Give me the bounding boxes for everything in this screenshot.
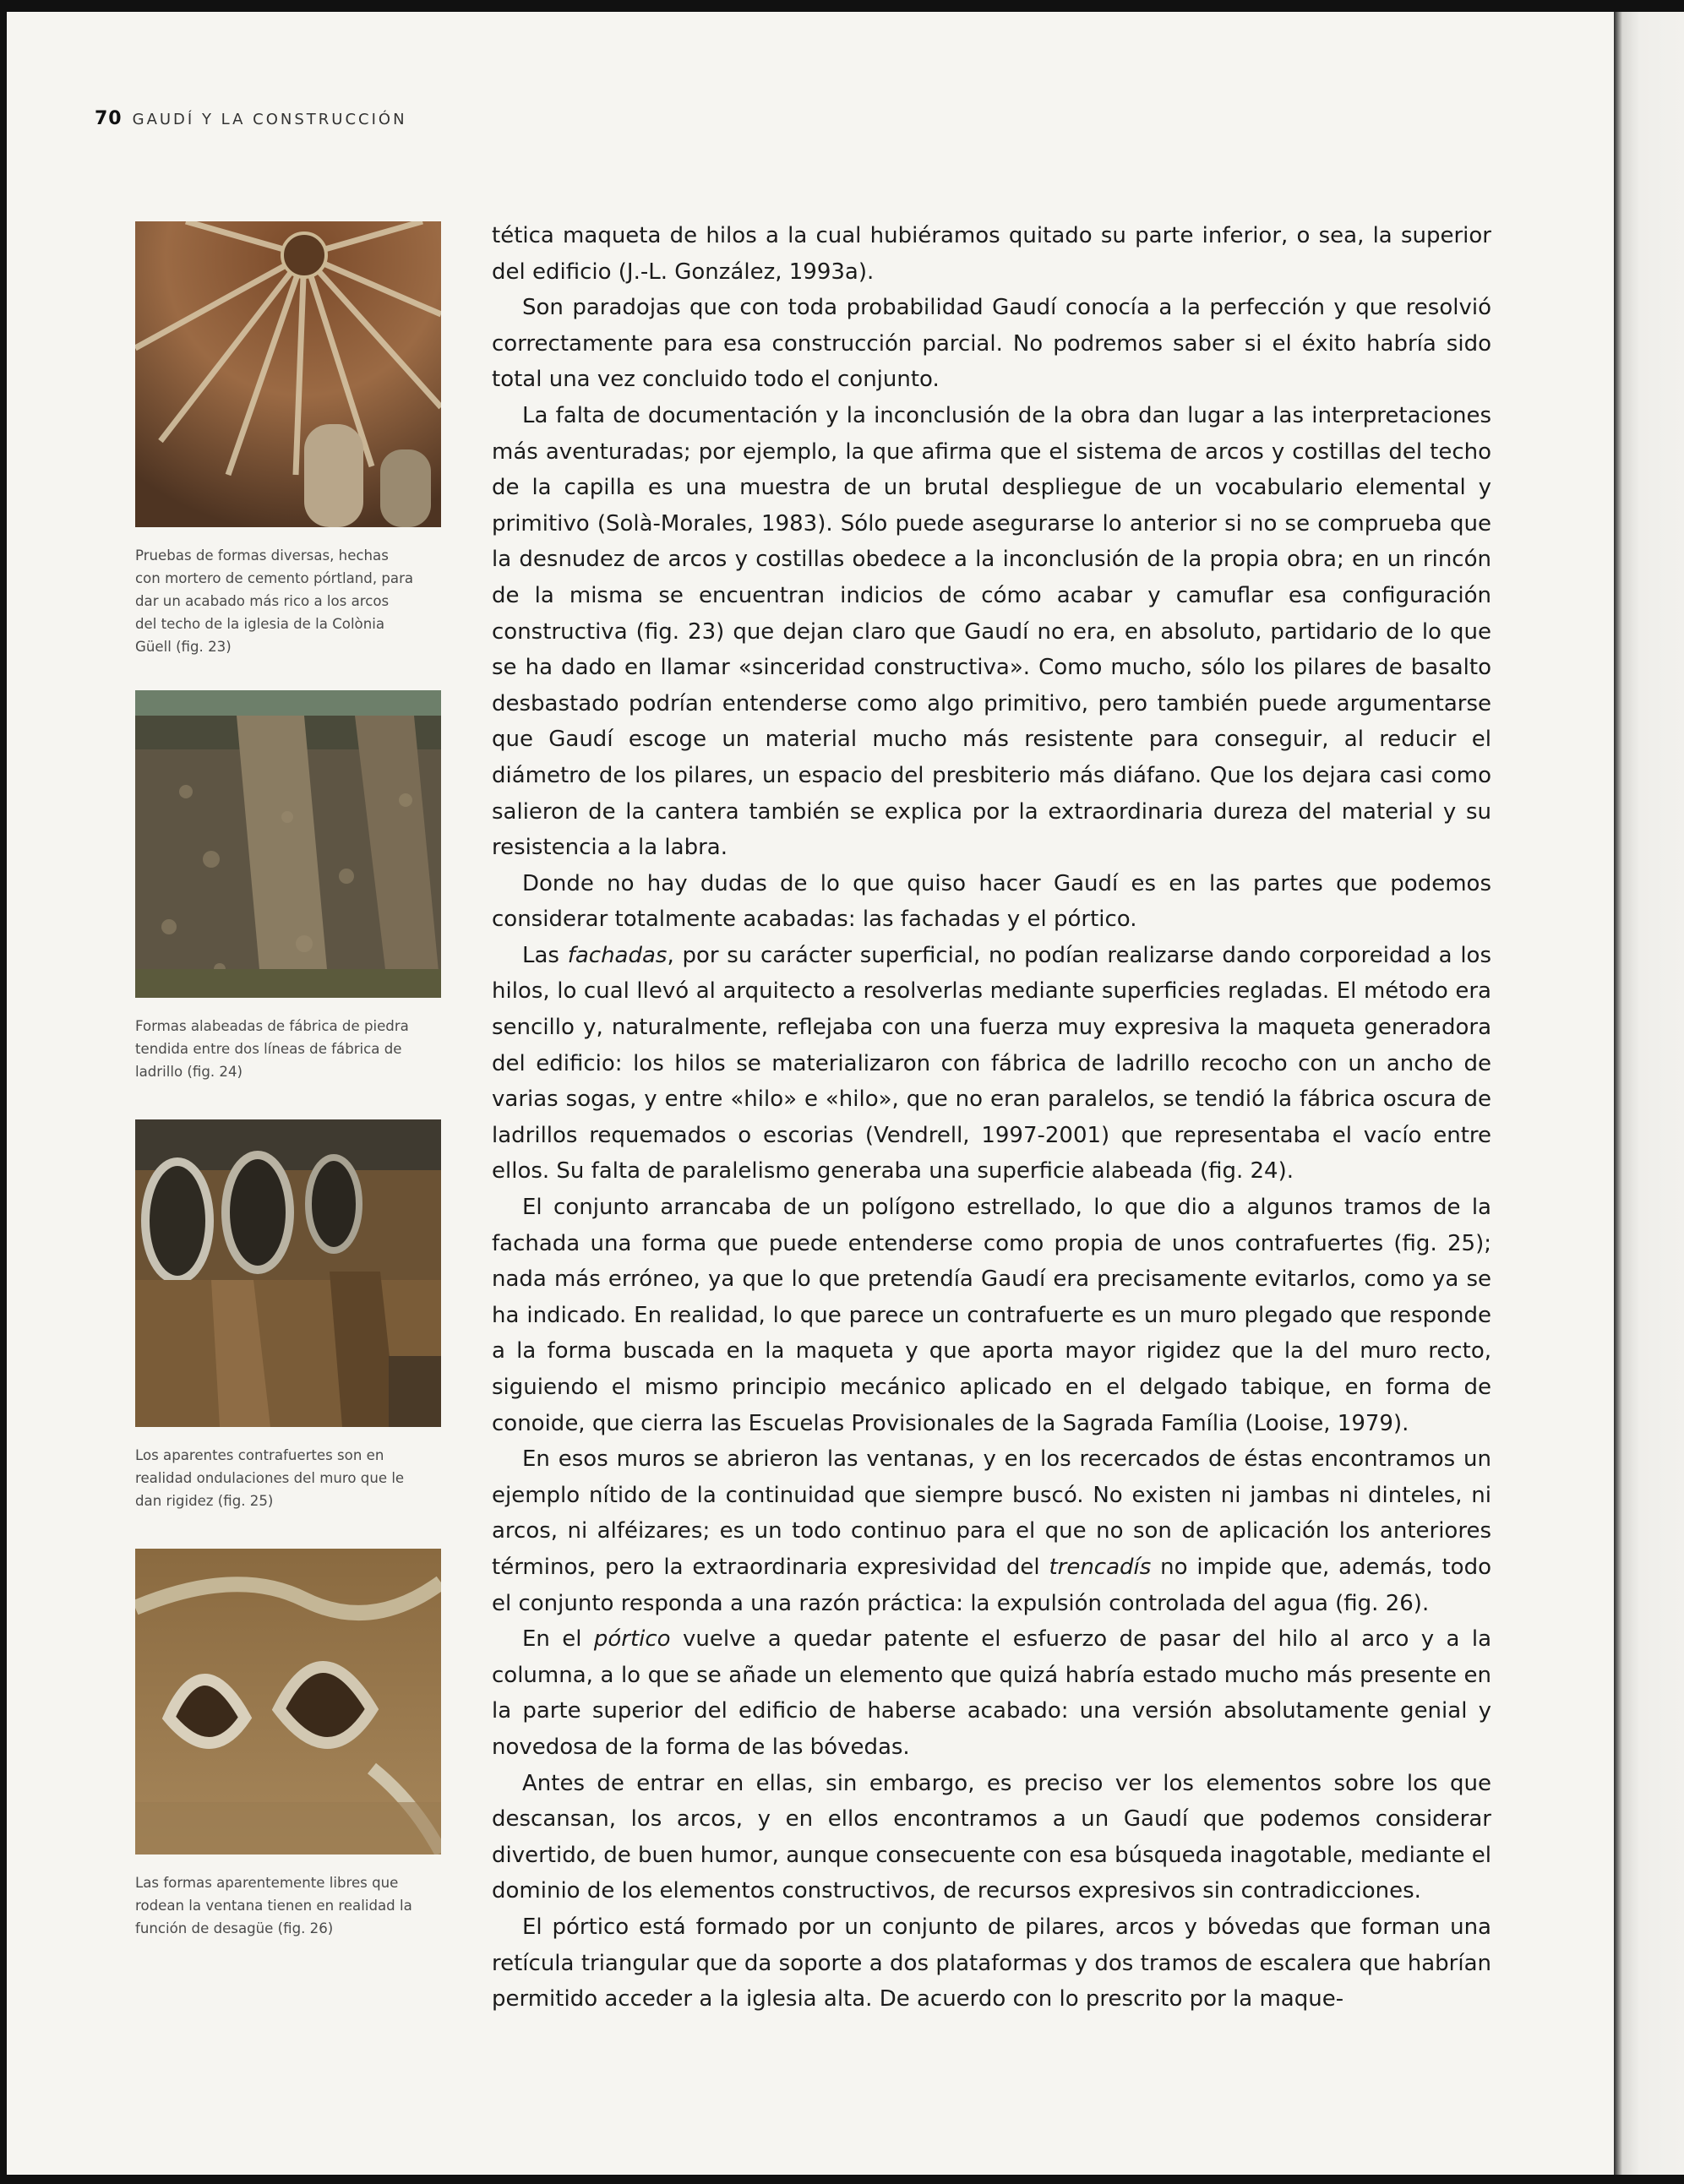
paragraph: Antes de entrar en ellas, sin embargo, es preciso ver los elementos sobre los que descansan, los arcos, y en ellos encontramos a un Gaudí que podemos considerar divertido, de buen humor, aunque consecuente con esa búsqueda inagotable, mediante el dominio de los elementos constructivos, de recursos expresivos sin contradicciones. bbox=[492, 1770, 1491, 1904]
paragraph bbox=[492, 1441, 1491, 1621]
photo-vault-ribs bbox=[135, 221, 441, 527]
running-header bbox=[95, 108, 407, 129]
paragraph: Son paradojas que con toda probabilidad Gaudí conocía a la perfección y que resolvió correctamente para esa construcción parcial. No podremos saber si el éxito habría sido total una vez concluido todo el conjunto. bbox=[492, 295, 1491, 393]
text-run: no impide que, además, todo el conjunto responda a una razón práctica: la expulsión controlada del agua (fig. 26). bbox=[492, 1554, 1491, 1616]
figure-caption: Formas alabeadas de fábrica de piedra tendida entre dos líneas de fábrica de ladrillo (fig. 24) bbox=[135, 1018, 409, 1080]
emphasis: pórtico bbox=[593, 1626, 671, 1653]
figure-24 bbox=[135, 690, 448, 1083]
text-run: En esos muros se abrieron las ventanas, y en los recercados de éstas encontramos un ejemplo nítido de la continuidad que siempre buscó. No existen ni jambas ni dinteles, ni arcos, ni alféizares; es un todo continuo para el que no son de aplicación los anteriores términos, pero la extraordinaria expresividad del bbox=[492, 1446, 1491, 1580]
figure-caption: Los aparentes contrafuertes son en realidad ondulaciones del muro que le dan rigidez (fig. 25) bbox=[135, 1447, 405, 1509]
photo-facade-undulations bbox=[135, 1119, 441, 1427]
main-text-column bbox=[492, 218, 1491, 2018]
text-run: , por su carácter superficial, no podían realizarse dando corporeidad a los hilos, lo cual llevó al arquitecto a resolverlas mediante superficies regladas. El método era sencillo y, naturalmente, reflejaba con una fuerza muy expresiva la maqueta generadora del edificio: los hilos se materializaron con fábrica de ladrillo recocho con un ancho de varias sogas, y entre «hilo» e «hilo», que no eran paralelos, se tendió la fábrica oscura de ladrillos requemados o escorias (Vendrell, 1997-2001) que representaba el vacío entre ellos. Su falta de paralelismo generaba una superficie alabeada (fig. 24). bbox=[492, 942, 1491, 1185]
figure-25 bbox=[135, 1119, 448, 1512]
text-run: En el bbox=[522, 1626, 594, 1653]
paragraph: El conjunto arrancaba de un polígono estrellado, lo que dio a algunos tramos de la fachada una forma que puede entenderse como propia de unos contrafuertes (fig. 25); nada más erróneo, ya que lo que pretendía Gaudí era precisamente evitarlos, como ya se ha indicado. En realidad, lo que parece un contrafuerte es un muro plegado que responde a la forma buscada en la maqueta y que aporta mayor rigidez que la del muro recto, siguiendo el mismo principio mecánico aplicado en el delgado tabique, en forma de conoide, que cierra las Escuelas Provisionales de la Sagrada Família (Looise, 1979). bbox=[492, 1195, 1491, 1436]
paragraph: Donde no hay dudas de lo que quiso hacer Gaudí es en las partes que podemos considerar totalmente acabadas: las fachadas y el pórtico. bbox=[492, 870, 1491, 933]
photo-window-drainage bbox=[135, 1549, 441, 1854]
photo-warped-wall bbox=[135, 690, 441, 998]
paragraph bbox=[492, 1621, 1491, 1765]
figure-caption: Pruebas de formas diversas, hechas con mortero de cemento pórtland, para dar un acabado más rico a los arcos del techo de la iglesia de la Colònia Güell (fig. 23) bbox=[135, 547, 414, 655]
figure-caption: Las formas aparentemente libres que rodean la ventana tienen en realidad la función de desagüe (fig. 26) bbox=[135, 1875, 412, 1936]
text-run: Las bbox=[522, 942, 568, 968]
paragraph bbox=[492, 938, 1491, 1190]
paragraph: tética maqueta de hilos a la cual hubiéramos quitado su parte inferior, o sea, la superior del edificio (J.-L. González, 1993a). bbox=[492, 223, 1491, 285]
paragraph: La falta de documentación y la inconclusión de la obra dan lugar a las interpretaciones más aventuradas; por ejemplo, la que afirma que el sistema de arcos y costillas del techo de la capilla es una muestra de un brutal despliegue de un vocabulario elemental y primitivo (Solà-Morales, 1983). Sólo puede asegurarse lo anterior si no se comprueba que la desnudez de arcos y costillas obedece a la inconclusión de la propia obra; en un rincón de la misma se encuentran indicios de cómo acabar y camuflar esa configuración constructiva (fig. 23) que dejan claro que Gaudí no era, en absoluto, partidario de lo que se ha dado en llamar «sinceridad constructiva». Como mucho, sólo los pilares de basalto desbastado podrían entenderse como algo primitivo, pero también puede argumentarse que Gaudí escoge un material mucho más resistente para conseguir, al reducir el diámetro de los pilares, un espacio del presbiterio más diáfano. Que los dejara casi como salieron de la cantera también se explica por la extraordinaria dureza del material y su resistencia a la labra. bbox=[492, 402, 1491, 861]
text-run: vuelve a quedar patente el esfuerzo de pasar del hilo al arco y a la columna, a lo que se añade un elemento que quizá habría estado mucho más presente en la parte superior del edificio de haberse acabado: una versión absolutamente genial y novedosa de la forma de las bóvedas. bbox=[492, 1626, 1492, 1760]
emphasis: fachadas bbox=[567, 942, 668, 968]
section-title: GAUDÍ Y LA CONSTRUCCIÓN bbox=[132, 111, 407, 128]
facing-page-edge bbox=[1614, 12, 1684, 2175]
figure-26 bbox=[135, 1549, 448, 1940]
paragraph: El pórtico está formado por un conjunto de pilares, arcos y bóvedas que forman una retícula triangular que da soporte a dos plataformas y dos tramos de escalera que habrían permitido acceder a la iglesia alta. De acuerdo con lo prescrito por la maque- bbox=[492, 1914, 1491, 2012]
page-number: 70 bbox=[95, 108, 123, 129]
emphasis: trencadís bbox=[1049, 1554, 1152, 1580]
figure-23 bbox=[135, 221, 448, 658]
